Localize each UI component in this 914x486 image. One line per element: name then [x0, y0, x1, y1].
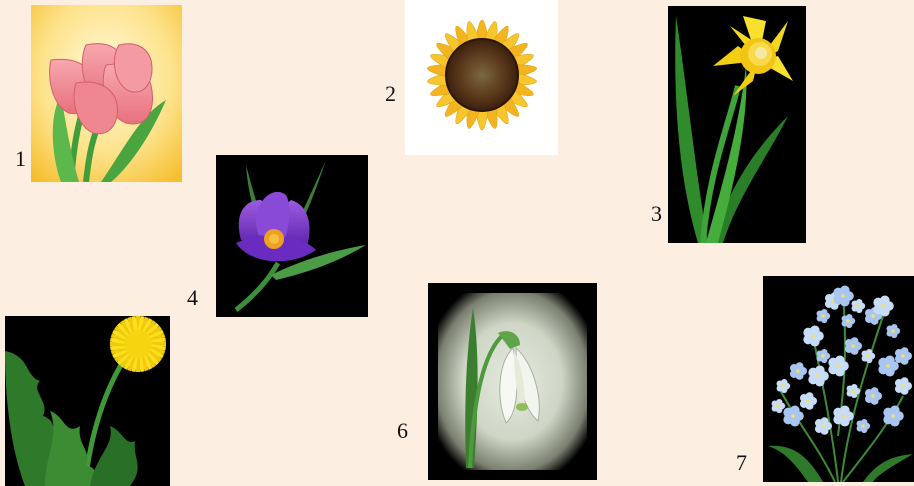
snowdrop-icon [428, 283, 597, 480]
dandelion-icon [5, 316, 170, 486]
flower-number: 2 [385, 81, 396, 106]
flower-number: 4 [187, 285, 198, 310]
daffodil-icon [668, 6, 806, 243]
sunflower-icon [405, 0, 558, 155]
flower-card-sunflower[interactable] [405, 0, 558, 155]
flower-number: 3 [651, 201, 662, 226]
tulip-icon [31, 5, 182, 182]
crocus-icon [216, 155, 368, 317]
flower-number: 6 [397, 418, 408, 443]
flower-card-crocus[interactable] [216, 155, 368, 317]
flower-number: 1 [15, 146, 26, 171]
flower-card-daffodil[interactable] [668, 6, 806, 243]
flower-card-tulip[interactable] [31, 5, 182, 182]
flower-number: 7 [736, 450, 747, 475]
flower-card-dandelion[interactable] [5, 316, 170, 486]
forget-me-not-icon [763, 276, 914, 482]
flower-card-forget-me-not[interactable] [763, 276, 914, 482]
flower-card-snowdrop[interactable] [428, 283, 597, 480]
